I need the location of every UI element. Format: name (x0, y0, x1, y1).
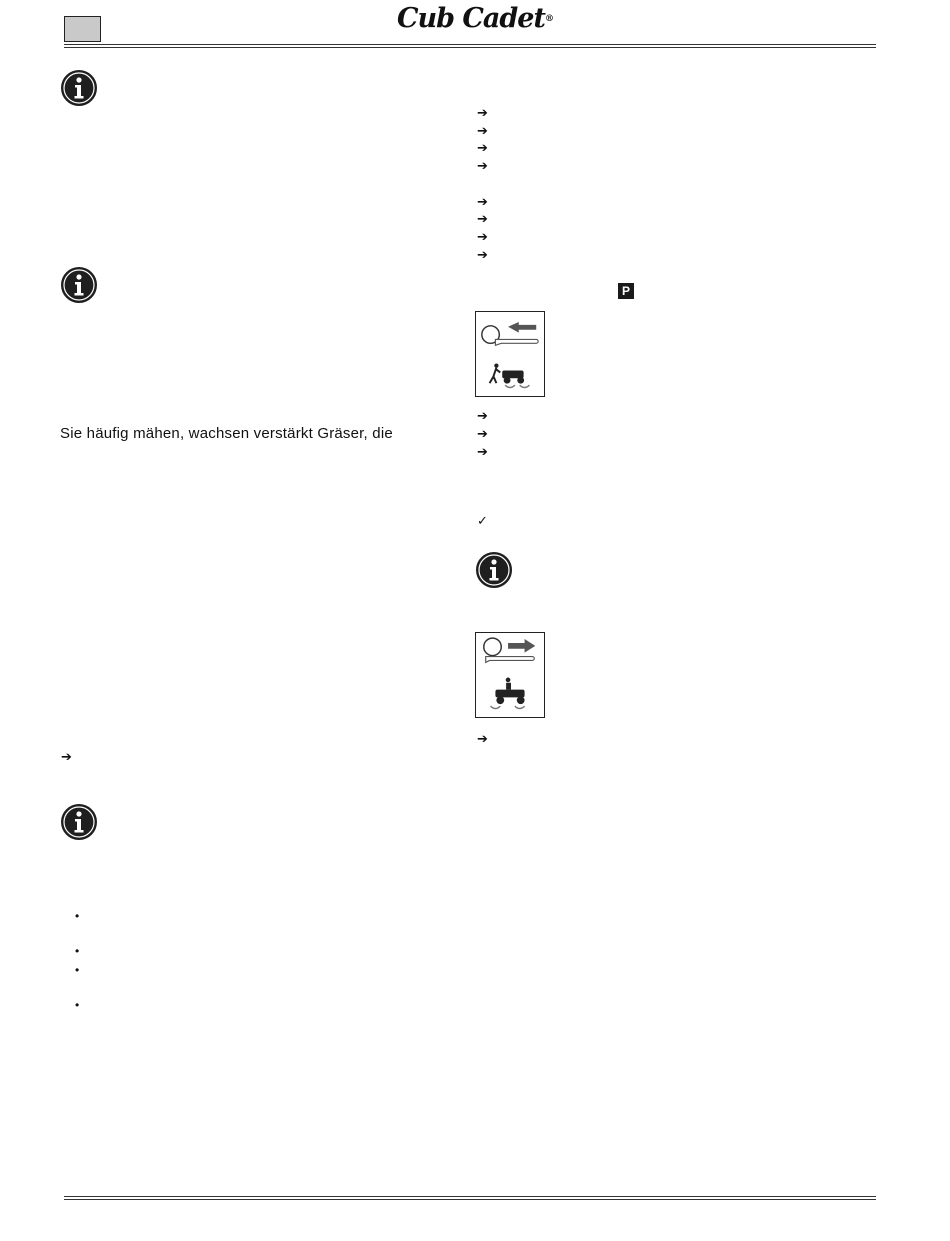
arrow-bullet: ➔ (477, 211, 488, 226)
arrow-bullet: ➔ (477, 123, 488, 138)
list-bullet: • (75, 944, 80, 958)
arrow-bullet: ➔ (477, 229, 488, 244)
arrow-bullet: ➔ (477, 140, 488, 155)
brand-name: Cub Cadet (397, 3, 545, 34)
arrow-bullet: ➔ (477, 408, 488, 423)
arrow-bullet: ➔ (477, 105, 488, 120)
arrow-bullet: ➔ (477, 158, 488, 173)
footer-rule-bottom (64, 1199, 876, 1200)
check-mark: ✓ (477, 513, 488, 528)
list-bullet: • (75, 998, 80, 1012)
mower-blade-disengage-pictogram (475, 311, 545, 397)
registered-mark: ® (544, 14, 553, 24)
header-rule-bottom (64, 47, 876, 48)
info-icon (475, 551, 513, 589)
arrow-bullet: ➔ (61, 749, 72, 764)
header-rule-top (64, 44, 876, 45)
info-icon (60, 69, 98, 107)
arrow-bullet: ➔ (477, 194, 488, 209)
info-icon (60, 266, 98, 304)
list-bullet: • (75, 963, 80, 977)
info-icon (60, 803, 98, 841)
footer-rule-top (64, 1196, 876, 1197)
park-symbol-badge: P (618, 283, 634, 299)
list-bullet: • (75, 909, 80, 923)
mower-blade-engage-pictogram (475, 632, 545, 718)
arrow-bullet: ➔ (477, 247, 488, 262)
cub-cadet-logo (380, 2, 570, 36)
page-number-tab (64, 16, 101, 42)
body-paragraph-line: Sie häufig mähen, wachsen verstärkt Gräser, die (60, 425, 393, 442)
arrow-bullet: ➔ (477, 731, 488, 746)
arrow-bullet: ➔ (477, 444, 488, 459)
arrow-bullet: ➔ (477, 426, 488, 441)
